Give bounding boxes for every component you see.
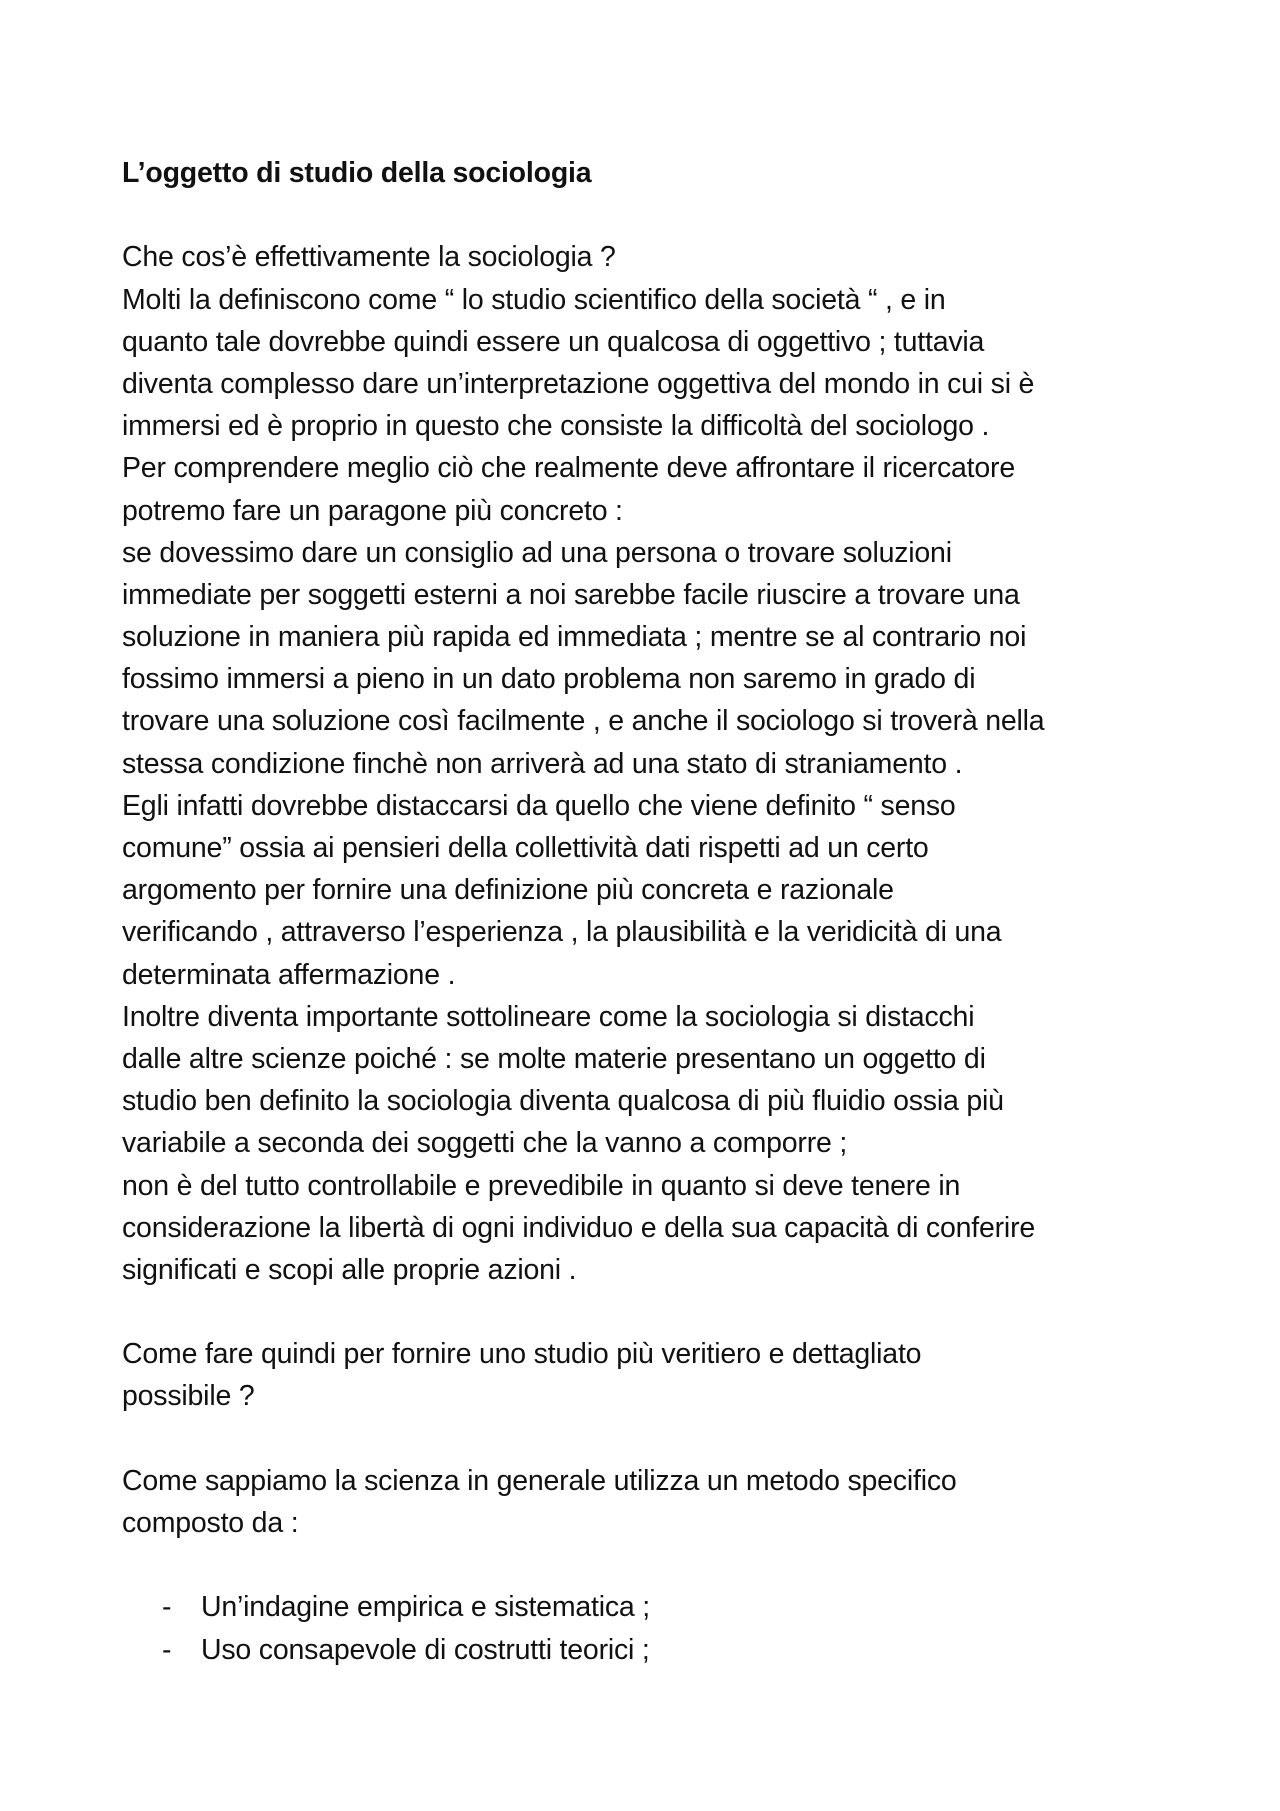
bullet-marker: -: [162, 1633, 172, 1666]
text-line: Egli infatti dovrebbe distaccarsi da quello che viene definito “ senso: [122, 789, 956, 822]
paragraph-question: [122, 1333, 1182, 1417]
text-line: variabile a seconda dei soggetti che la vanno a comporre ;: [122, 1127, 848, 1160]
text-line: Come fare quindi per fornire uno studio più veritiero e dettagliato: [122, 1338, 922, 1371]
blank-line: [122, 1418, 1182, 1460]
bullet-marker: -: [162, 1591, 172, 1624]
text-line: considerazione la libertà di ogni individuo e della sua capacità di conferire: [122, 1211, 1036, 1244]
document-title: L’oggetto di studio della sociologia: [122, 157, 592, 189]
text-line: verificando , attraverso l’esperienza , la plausibilità e la veridicità di una: [122, 916, 1002, 949]
text-line: fossimo immersi a pieno in un dato problema non saremo in grado di: [122, 663, 976, 696]
text-line: immersi ed è proprio in questo che consiste la difficoltà del sociologo .: [122, 410, 990, 443]
text-line: studio ben definito la sociologia diventa qualcosa di più fluidio ossia più: [122, 1085, 1004, 1118]
blank-line: [122, 1291, 1182, 1333]
text-line: possibile ?: [122, 1380, 255, 1413]
text-line: Inoltre diventa importante sottolineare come la sociologia si distacchi: [122, 1000, 975, 1033]
text-line: immediate per soggetti esterni a noi sarebbe facile riuscire a trovare una: [122, 578, 1020, 611]
list-item-text: Un’indagine empirica e sistematica ;: [201, 1591, 651, 1624]
text-line: determinata affermazione .: [122, 958, 456, 991]
text-line: Come sappiamo la scienza in generale utilizza un metodo specifico: [122, 1464, 957, 1497]
text-line: Per comprendere meglio ciò che realmente deve affrontare il ricercatore: [122, 452, 1015, 485]
text-line: significati e scopi alle proprie azioni .: [122, 1253, 577, 1286]
document-body: [122, 152, 1182, 1671]
text-line: se dovessimo dare un consiglio ad una persona o trovare soluzioni: [122, 536, 952, 569]
text-line: comune” ossia ai pensieri della collettività dati rispetti ad un certo: [122, 832, 929, 864]
text-line: diventa complesso dare un’interpretazione oggettiva del mondo in cui si è: [122, 367, 1035, 400]
text-line: soluzione in maniera più rapida ed immediata ; mentre se al contrario noi: [122, 621, 1027, 654]
bullet-list: [122, 1586, 1182, 1670]
text-line: quanto tale dovrebbe quindi essere un qualcosa di oggettivo ; tuttavia: [122, 325, 985, 358]
text-line: Che cos’è effettivamente la sociologia ?: [122, 241, 616, 274]
list-item: [122, 1629, 1182, 1671]
text-line: composto da :: [122, 1507, 299, 1539]
text-line: dalle altre scienze poiché : se molte materie presentano un oggetto di: [122, 1042, 986, 1075]
blank-line: [122, 194, 1182, 236]
list-item: [122, 1586, 1182, 1628]
text-line: argomento per fornire una definizione più concreta e razionale: [122, 874, 894, 907]
blank-line: [122, 1544, 1182, 1586]
text-line: potremo fare un paragone più concreto :: [122, 494, 623, 527]
text-line: stessa condizione finchè non arriverà ad una stato di straniamento .: [122, 747, 963, 780]
text-line: trovare una soluzione così facilmente , e anche il sociologo si troverà nella: [122, 705, 1045, 738]
paragraph-method: [122, 1460, 1182, 1544]
text-line: non è del tutto controllabile e prevedibile in quanto si deve tenere in: [122, 1169, 961, 1202]
list-item-text: Uso consapevole di costrutti teorici ;: [201, 1633, 650, 1666]
paragraph-intro: [122, 236, 1182, 1291]
text-line: Molti la definiscono come “ lo studio scientifico della società “ , e in: [122, 283, 946, 316]
